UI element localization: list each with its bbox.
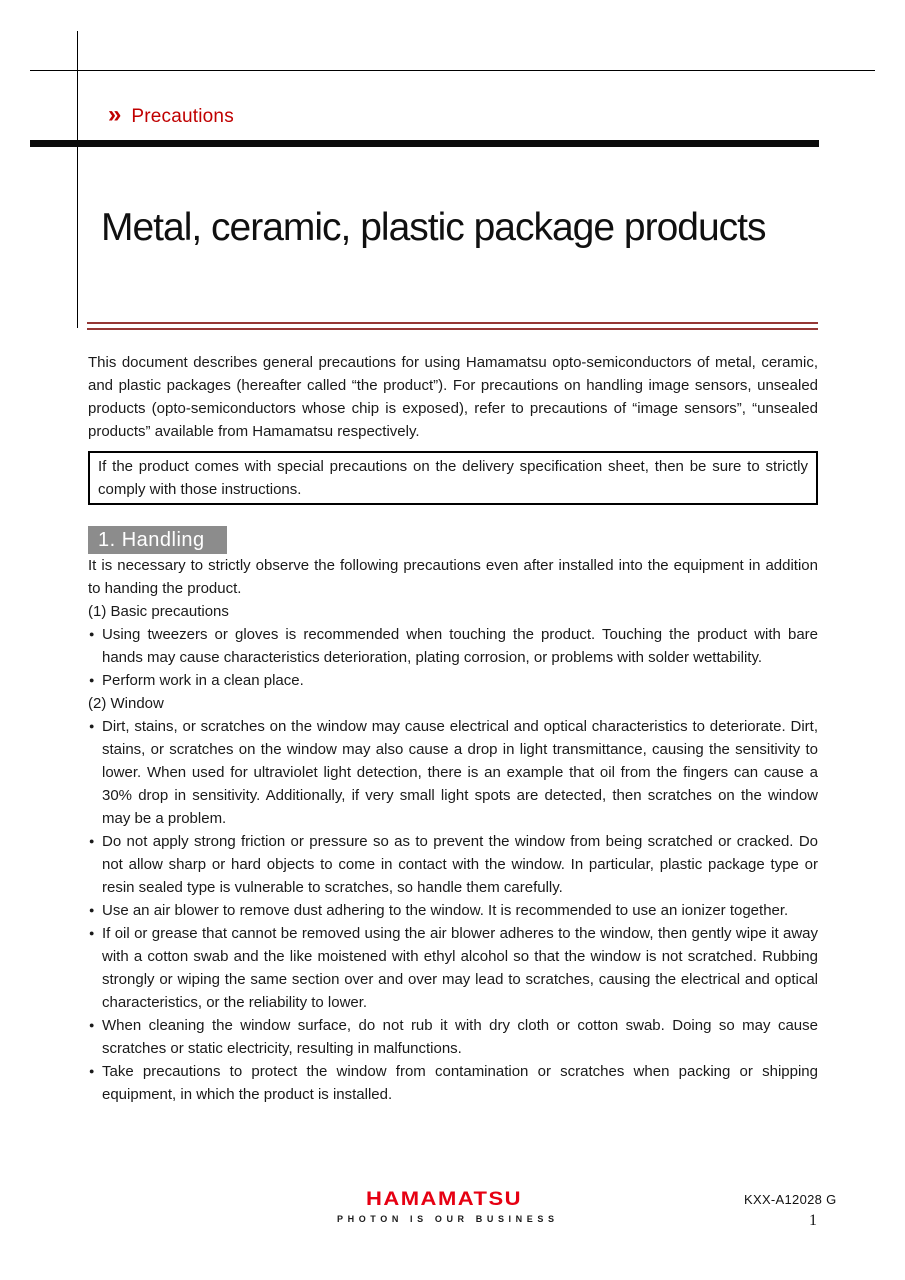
bullet-icon: ● [89,836,95,846]
top-rule [30,70,875,71]
list-item-text: Perform work in a clean place. [102,672,304,689]
section-lead: It is necessary to strictly observe the following precautions even after installed into the equipment in addition to handing the product. [88,557,818,597]
hamamatsu-logo [337,1187,559,1224]
list-item-text: If oil or grease that cannot be removed using the air blower adheres to the window, then gently wipe it away with a cotton swab and the like moistened with ethyl alcohol so that the window is not scratched. Rubbing strongly or wiping the same section over and over may lead to scratches, causing the electrical and optical characteristics, or the reliability to lower. [102,925,818,1011]
list-item [88,830,818,899]
group-label-basic-precautions: (1) Basic precautions [88,603,229,620]
bullet-icon: ● [89,675,95,685]
bullet-icon: ● [89,905,95,915]
bullet-icon: ● [89,721,95,731]
list-item [88,715,818,830]
list-item [88,1014,818,1060]
section-heading-handling: 1. Handling [88,526,227,554]
bullet-icon: ● [89,1020,95,1030]
list-item [88,623,818,669]
list-item [88,899,818,922]
list-item [88,669,818,692]
bullet-icon: ● [89,928,95,938]
title-double-rule [87,322,818,330]
header-thick-rule [30,140,819,147]
doc-number: KXX-A12028 G [744,1192,837,1207]
hamamatsu-wordmark: HAMAMATSU [365,1187,523,1210]
list-item-text: Dirt, stains, or scratches on the window may cause electrical and optical characteristics to deteriorate. Dirt, stains, or scratches on the window may also cause a drop in light transmittance, causing the sensitivity to lower. When used for ultraviolet light detection, there is an example that oil from the fingers can cause a 30% drop in sensitivity. Additionally, if very small light spots are detected, then scratches on the window may be a problem. [102,718,818,827]
precautions-header [108,103,234,130]
group-label-window: (2) Window [88,695,164,712]
document-body [88,351,818,1106]
bullet-icon: ● [89,1066,95,1076]
precautions-label: Precautions [131,105,234,127]
page-number: 1 [809,1212,817,1229]
list-item-text: Do not apply strong friction or pressure so as to prevent the window from being scratched or cracked. Do not allow sharp or hard objects to come in contact with the window. In particular, plastic package type or resin sealed type is vulnerable to scratches, so handle them carefully. [102,833,818,896]
list-item-text: Take precautions to protect the window from contamination or scratches when packing or shipping equipment, in which the product is installed. [102,1063,818,1103]
page-title: Metal, ceramic, plastic package products [101,206,766,249]
double-chevron-icon: » [108,101,122,128]
list-item-text: Use an air blower to remove dust adhering to the window. It is recommended to use an ionizer together. [102,902,789,919]
intro-paragraph: This document describes general precautions for using Hamamatsu opto-semiconductors of metal, ceramic, and plastic packages (hereafter called “the product”). For precautions on handling image sensors, unsealed products (opto-semiconductors whose chip is exposed), refer to precautions of “image sensors”, “unsealed products” available from Hamamatsu respectively. [88,354,818,440]
list-item [88,1060,818,1106]
bullet-icon: ● [89,629,95,639]
list-item [88,922,818,1014]
notice-box [88,451,818,505]
left-vertical-rule [77,31,78,328]
list-item-text: Using tweezers or gloves is recommended when touching the product. Touching the product with bare hands may cause characteristics deterioration, plating corrosion, or problems with solder wettability. [102,626,818,666]
list-item-text: When cleaning the window surface, do not rub it with dry cloth or cotton swab. Doing so may cause scratches or static electricity, resulting in malfunctions. [102,1017,818,1057]
notice-text: If the product comes with special precautions on the delivery specification sheet, then be sure to strictly comply with those instructions. [98,458,808,498]
logo-tagline: PHOTON IS OUR BUSINESS [337,1214,559,1224]
